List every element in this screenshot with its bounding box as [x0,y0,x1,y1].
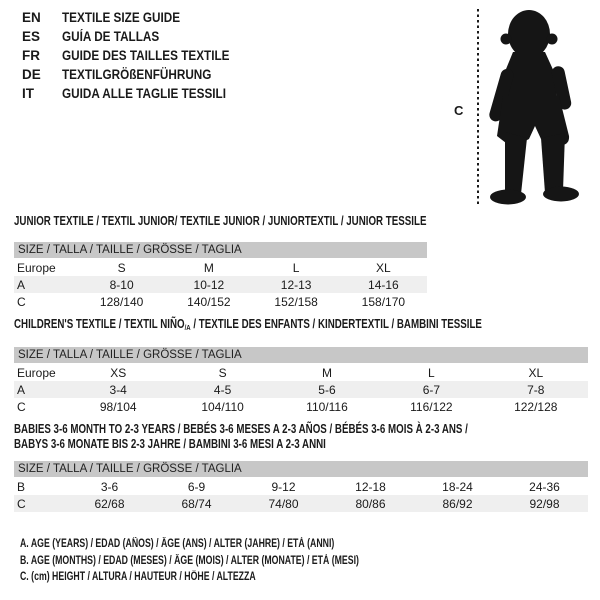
height-dotted-line [477,9,479,207]
language-title: GUIDA ALLE TAGLIE TESSILI [62,86,226,101]
table-row [14,398,588,415]
value-cell: 12-13 [280,277,312,292]
table-row [14,478,588,495]
size-cell: XL [376,260,391,275]
footnote-c-text: C. (cm) HEIGHT / ALTURA / HAUTEUR / HÖHE / ALTEZZA [20,571,256,584]
value-cell: 62/68 [94,496,125,511]
section-title-line1: BABIES 3-6 MONTH TO 2-3 YEARS / BEBÉS 3-6 MESES A 2-3 AÑOS / BÉBÉS 3-6 MOIS À 2-3 ANS / [14,422,468,436]
table-row [14,364,588,381]
value-cell: 5-6 [318,382,336,397]
language-code: IT [22,86,34,101]
children-size-table [14,364,588,415]
table-row [14,259,427,276]
language-row-it [22,84,255,103]
value-cell: 3-6 [100,479,119,494]
value-cell: 110/116 [306,399,348,414]
value-cell: 122/128 [514,399,558,414]
row-label-cell: C [17,294,26,309]
value-cell: 98/104 [99,399,137,414]
size-cell: S [117,260,126,275]
language-code: FR [22,48,40,63]
children-size-table-section [14,347,588,415]
value-cell: 6-9 [187,479,206,494]
junior-size-table [14,259,427,310]
language-row-es [22,27,255,46]
size-header-bar [14,242,427,258]
value-cell: 10-12 [193,277,225,292]
value-cell: 140/152 [187,294,231,309]
language-title-list [22,8,255,103]
value-cell: 18-24 [442,479,473,494]
row-label-cell: A [17,382,26,397]
footnote-legend [20,536,466,586]
language-title: GUIDE DES TAILLES TEXTILE [62,48,230,63]
footnote-b-text: B. AGE (MONTHS) / EDAD (MESES) / ÂGE (MOIS) / ALTER (MONATE) / ETÀ (MESI) [20,554,359,567]
language-row-en [22,8,255,27]
value-cell: 6-7 [422,382,441,397]
value-cell: 104/110 [201,399,244,414]
language-code: ES [22,29,41,44]
value-cell: 9-12 [271,479,296,494]
footnote-c [20,569,466,586]
value-cell: 128/140 [99,294,144,309]
row-label-cell: C [17,496,26,511]
language-title: TEXTILE SIZE GUIDE [62,10,181,25]
value-cell: 7-8 [527,382,545,397]
footnote-a [20,536,466,553]
section-title-babies [14,422,596,452]
section-title-children [14,317,600,335]
title-suffix: / TEXTILE DES ENFANTS / KINDERTEXTIL / BAMBINI TESSILE [190,317,482,331]
value-cell: 116/122 [410,399,453,414]
language-row-de [22,65,255,84]
table-row [14,495,588,512]
subscript-a: /A [184,323,191,332]
footnote-b [20,553,466,570]
size-cell: M [203,260,214,275]
value-cell: 3-4 [109,382,127,397]
size-cell: L [292,260,300,275]
junior-size-table-section [14,242,427,310]
size-cell: L [428,365,435,380]
value-cell: 68/74 [181,496,212,511]
size-cell: S [218,365,227,380]
value-cell: 8-10 [109,277,134,292]
value-cell: 74/80 [268,496,299,511]
size-cell: XL [528,365,544,380]
section-title-text [14,317,482,335]
value-cell: 158/170 [361,294,406,309]
value-cell: 14-16 [368,277,399,292]
size-header-text: SIZE / TALLA / TAILLE / GRÖSSE / TAGLIA [18,463,242,475]
size-header-text: SIZE / TALLA / TAILLE / GRÖSSE / TAGLIA [18,244,242,256]
babies-size-table-section [14,461,588,512]
value-cell: 86/92 [442,496,473,511]
language-code: EN [22,10,41,25]
section-title-junior [14,214,543,229]
size-header-text: SIZE / TALLA / TAILLE / GRÖSSE / TAGLIA [18,349,242,361]
language-title: TEXTILGRÖßENFÜHRUNG [62,67,212,82]
language-title: GUÍA DE TALLAS [62,29,160,44]
table-row [14,276,427,293]
row-label-cell: B [17,479,26,494]
table-row [14,381,588,398]
height-marker-c: C [454,103,464,118]
size-cell: XS [110,365,127,380]
height-figure-area [440,0,600,215]
footnote-a-text: A. AGE (YEARS) / EDAD (AÑOS) / ÂGE (ANS) / ALTER (JAHRE) / ETÀ (ANNI) [20,538,335,550]
value-cell: 12-18 [355,479,386,494]
row-label-cell: Europe [17,365,56,380]
babies-size-table [14,478,588,512]
baby-silhouette-icon [485,8,591,208]
size-header-bar [14,461,588,477]
size-cell: M [321,365,332,380]
value-cell: 152/158 [274,294,318,309]
language-code: DE [22,67,41,82]
row-label-cell: Europe [17,260,56,275]
row-label-cell: A [17,277,26,292]
size-header-bar [14,347,588,363]
language-row-fr [22,46,255,65]
value-cell: 80/86 [355,496,386,511]
table-row [14,293,427,310]
section-title-line2: BABYS 3-6 MONATE BIS 2-3 JAHRE / BAMBINI 3-6 MESI A 2-3 ANNI [14,437,326,451]
title-prefix: CHILDREN'S TEXTILE / TEXTIL NIÑO [14,317,185,331]
value-cell: 24-36 [529,479,560,494]
section-title-text: JUNIOR TEXTILE / TEXTIL JUNIOR/ TEXTILE JUNIOR / JUNIORTEXTIL / JUNIOR TESSILE [14,214,427,228]
value-cell: 4-5 [213,382,232,397]
value-cell: 92/98 [529,496,560,511]
row-label-cell: C [17,399,26,414]
